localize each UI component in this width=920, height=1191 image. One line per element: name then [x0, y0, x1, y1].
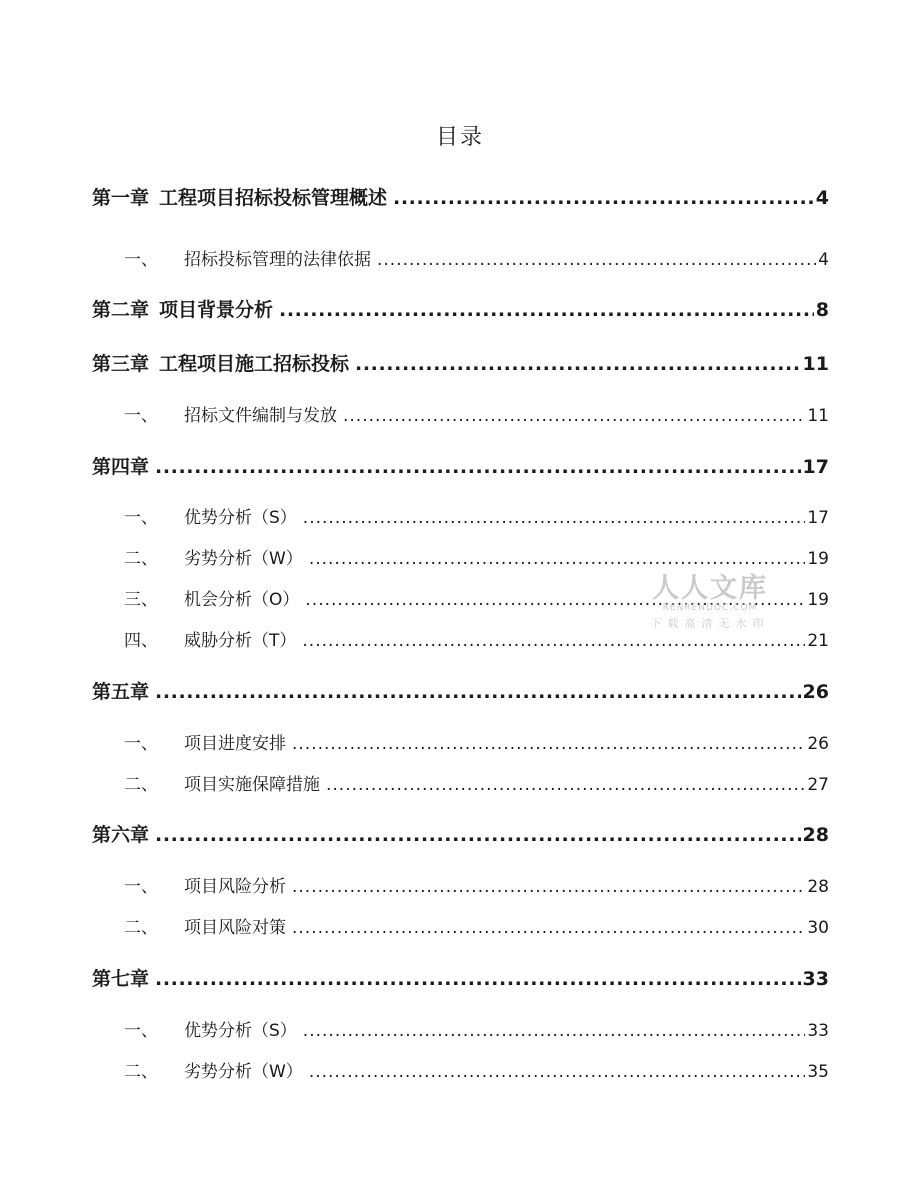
toc-entry-title: 威胁分析（T）: [184, 631, 297, 651]
toc-dot-leader: [309, 549, 806, 569]
toc-entry-title: 优势分析（S）: [184, 508, 297, 528]
toc-dot-leader: [279, 299, 814, 321]
toc-dot-leader: [155, 824, 801, 846]
toc-page-number: 35: [807, 1062, 829, 1082]
toc-section-entry[interactable]: [124, 245, 829, 270]
toc-entry-title: 工程项目施工招标投标: [159, 353, 350, 375]
toc-chapter-entry[interactable]: [92, 677, 829, 704]
toc-entry-title: 项目进度安排: [184, 734, 286, 754]
watermark-logo-text: 人人文库: [652, 573, 768, 604]
toc-section-entry[interactable]: [124, 585, 829, 610]
toc-entry-title: 项目背景分析: [159, 299, 274, 321]
toc-section-entry[interactable]: [124, 1057, 829, 1082]
toc-page-number: 4: [815, 187, 829, 209]
toc-chapter-entry[interactable]: [92, 295, 829, 322]
toc-page-number: 28: [802, 824, 829, 846]
toc-entry-number: 一、: [124, 877, 158, 897]
toc-entry-number: 一、: [124, 406, 158, 426]
toc-page-number: 30: [807, 918, 829, 938]
toc-entry-number: 第二章: [92, 299, 150, 321]
toc-page-number: 8: [815, 299, 829, 321]
toc-dot-leader: [155, 681, 801, 703]
toc-entry-number: 二、: [124, 775, 158, 795]
toc-section-entry[interactable]: [124, 770, 829, 795]
toc-entry-title: 招标投标管理的法律依据: [184, 250, 371, 270]
toc-entry-title: 劣势分析（W）: [184, 549, 303, 569]
toc-chapter-entry[interactable]: [92, 964, 829, 991]
toc-entry-title: 优势分析（S）: [184, 1021, 297, 1041]
toc-page-number: 17: [802, 456, 829, 478]
toc-dot-leader: [292, 918, 805, 938]
toc-page-number: 11: [807, 406, 829, 426]
toc-page-number: 17: [807, 508, 829, 528]
toc-entry-number: 一、: [124, 508, 158, 528]
toc-section-entry[interactable]: [124, 626, 829, 651]
toc-entry-number: 一、: [124, 734, 158, 754]
toc-entry-number: 第七章: [92, 968, 150, 990]
toc-entry-title: 招标文件编制与发放: [184, 406, 337, 426]
toc-entry-number: 二、: [124, 549, 158, 569]
toc-chapter-entry[interactable]: [92, 349, 829, 376]
toc-dot-leader: [309, 1062, 806, 1082]
toc-dot-leader: [377, 250, 816, 270]
toc-page-number: 33: [807, 1021, 829, 1041]
toc-entry-number: 二、: [124, 918, 158, 938]
toc-entry-number: 四、: [124, 631, 158, 651]
toc-page-number: 21: [807, 631, 829, 651]
toc-page-number: 33: [802, 968, 829, 990]
toc-dot-leader: [155, 968, 801, 990]
toc-entry-number: 一、: [124, 250, 158, 270]
toc-entry-number: 一、: [124, 1021, 158, 1041]
toc-entry-title: 工程项目招标投标管理概述: [159, 187, 388, 209]
toc-chapter-entry[interactable]: [92, 452, 829, 479]
toc-page-number: 19: [807, 590, 829, 610]
toc-entry-title: 机会分析（O）: [184, 590, 300, 610]
toc-entry-number: 第三章: [92, 353, 150, 375]
toc-dot-leader: [303, 1021, 806, 1041]
toc-section-entry[interactable]: [124, 913, 829, 938]
toc-entry-title: 劣势分析（W）: [184, 1062, 303, 1082]
toc-chapter-entry[interactable]: [92, 183, 829, 210]
toc-page-number: 26: [807, 734, 829, 754]
toc-dot-leader: [303, 508, 806, 528]
toc-page-number: 28: [807, 877, 829, 897]
toc-entry-number: 第一章: [92, 187, 150, 209]
toc-entry-title: 项目实施保障措施: [184, 775, 320, 795]
toc-page-number: 19: [807, 549, 829, 569]
toc-entry-title: 项目风险对策: [184, 918, 286, 938]
toc-section-entry[interactable]: [124, 544, 829, 569]
toc-page-number: 4: [818, 250, 829, 270]
toc-dot-leader: [292, 734, 805, 754]
toc-dot-leader: [393, 187, 814, 209]
toc-dot-leader: [305, 590, 805, 610]
toc-dot-leader: [155, 456, 801, 478]
toc-dot-leader: [292, 877, 805, 897]
toc-section-entry[interactable]: [124, 872, 829, 897]
toc-page-number: 26: [802, 681, 829, 703]
toc-entry-number: 三、: [124, 590, 158, 610]
toc-page-number: 27: [807, 775, 829, 795]
toc-section-entry[interactable]: [124, 1016, 829, 1041]
toc-dot-leader: [326, 775, 805, 795]
toc-section-entry[interactable]: [124, 401, 829, 426]
toc-page-number: 11: [802, 353, 829, 375]
toc-dot-leader: [302, 631, 805, 651]
toc-dot-leader: [355, 353, 801, 375]
toc-dot-leader: [343, 406, 805, 426]
toc-section-entry[interactable]: [124, 503, 829, 528]
toc-chapter-entry[interactable]: [92, 820, 829, 847]
toc-entry-number: 第五章: [92, 681, 150, 703]
toc-entry-title: 项目风险分析: [184, 877, 286, 897]
toc-entry-number: 第六章: [92, 824, 150, 846]
page-title: 目录: [435, 125, 484, 150]
toc-entry-number: 第四章: [92, 456, 150, 478]
watermark-subtitle: 下载高清无水印: [650, 617, 770, 630]
toc-entry-number: 二、: [124, 1062, 158, 1082]
watermark-url: RENRENDOC.COM: [662, 603, 758, 613]
toc-section-entry[interactable]: [124, 729, 829, 754]
